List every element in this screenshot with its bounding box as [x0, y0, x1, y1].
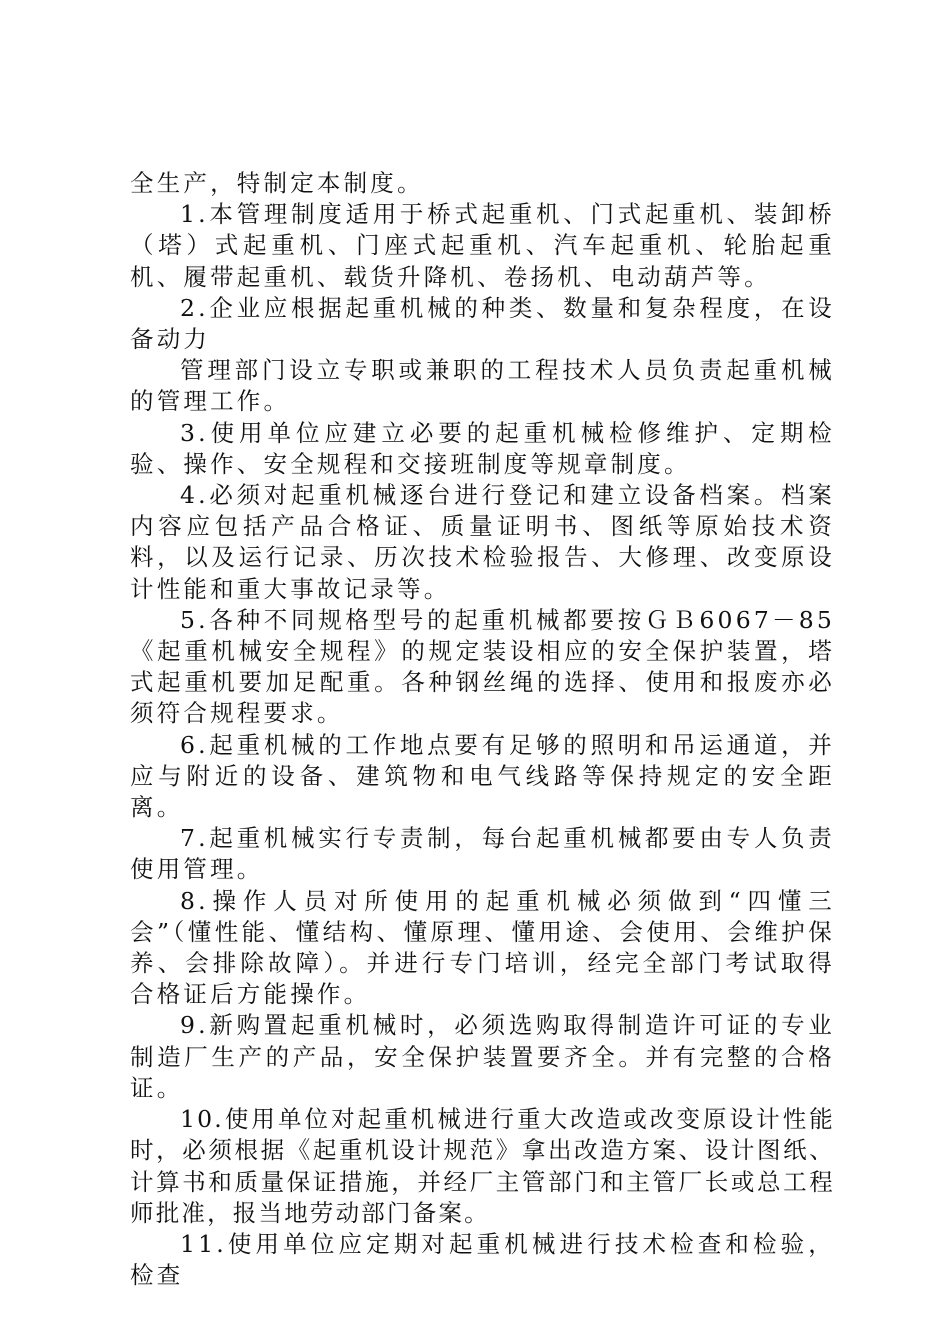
paragraph-item-8: 8.操作人员对所使用的起重机械必须做到“四懂三会”（懂性能、懂结构、懂原理、懂用途、会使用、会维护保养、会排除故障）。并进行专门培训，经完全部门考试取得合格证后方能操作。 — [130, 886, 835, 1009]
paragraph-item-11: 11.使用单位应定期对起重机械进行技术检查和检验，检查 — [130, 1229, 835, 1290]
paragraph-item-2: 2.企业应根据起重机械的种类、数量和复杂程度，在设备动力 — [130, 293, 835, 354]
paragraph-item-3: 3.使用单位应建立必要的起重机械检修维护、定期检验、操作、安全规程和交接班制度等规章制度。 — [130, 418, 835, 478]
paragraph-item-6: 6.起重机械的工作地点要有足够的照明和吊运通道，并应与附近的设备、建筑物和电气线路等保持规定的安全距离。 — [130, 730, 835, 822]
paragraph-item-5: 5.各种不同规格型号的起重机械都要按ＧＢ6067－85《起重机械安全规程》的规定装设相应的安全保护装置，塔式起重机要加足配重。各种钢丝绳的选择、使用和报废亦必须符合规程要求。 — [130, 605, 835, 728]
paragraph-continuation: 全生产，特制定本制度。 — [130, 169, 424, 197]
paragraph-item-9: 9.新购置起重机械时，必须选购取得制造许可证的专业制造厂生产的产品，安全保护装置要齐全。并有完整的合格证。 — [130, 1011, 835, 1102]
paragraph-item-4: 4.必须对起重机械逐台进行登记和建立设备档案。档案内容应包括产品合格证、质量证明书、图纸等原始技术资料，以及运行记录、历次技术检验报告、大修理、改变原设计性能和重大事故记录等。 — [130, 481, 835, 603]
paragraph-item-10: 10.使用单位对起重机械进行重大改造或改变原设计性能时，必须根据《起重机设计规范》拿出改造方案、设计图纸、计算书和质量保证措施，并经厂主管部门和主管厂长或总工程师批准，报当地劳动部门备案。 — [130, 1105, 835, 1227]
paragraph-item-1: 1.本管理制度适用于桥式起重机、门式起重机、装卸桥（塔）式起重机、门座式起重机、汽车起重机、轮胎起重机、履带起重机、载货升降机、卷扬机、电动葫芦等。 — [130, 200, 835, 291]
document-body — [130, 168, 835, 1291]
paragraph-item-2-continued: 管理部门设立专职或兼职的工程技术人员负责起重机械的管理工作。 — [130, 356, 835, 416]
paragraph-item-7: 7.起重机械实行专责制，每台起重机械都要由专人负责使用管理。 — [130, 824, 835, 884]
